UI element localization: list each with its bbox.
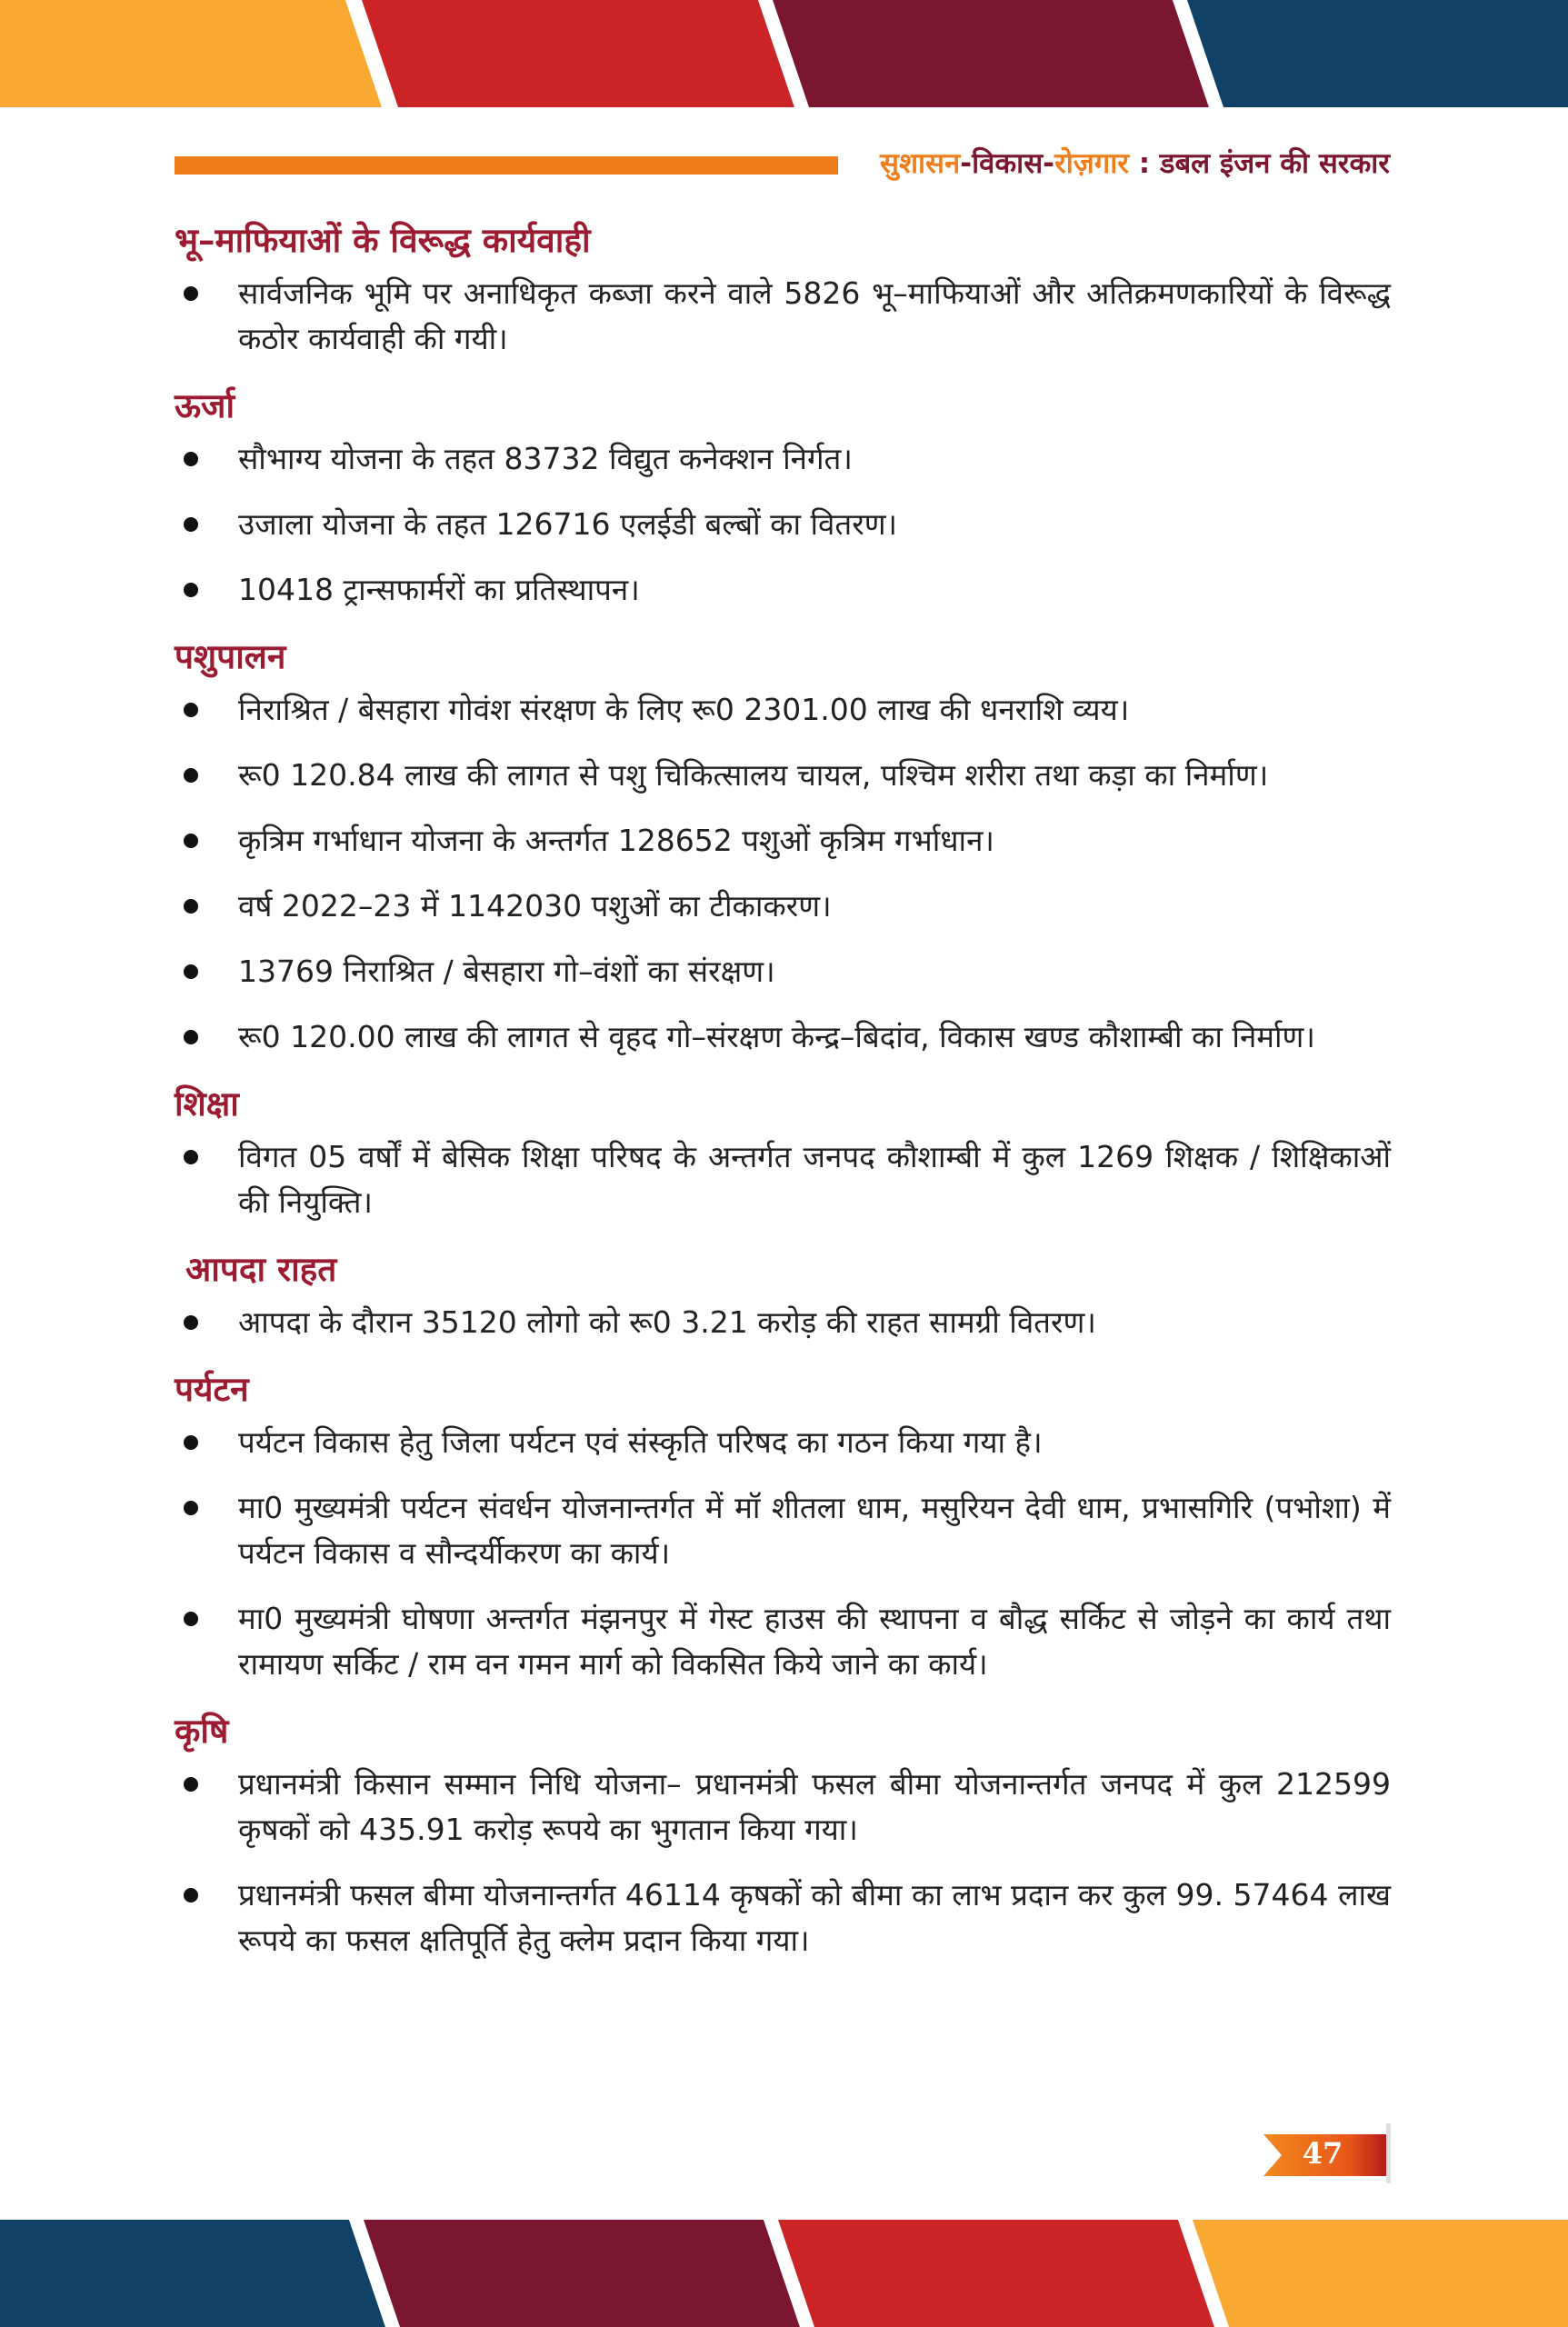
- list-item: 13769 निराश्रित / बेसहारा गो–वंशों का संरक्षण।: [175, 949, 1391, 994]
- section-title: भू–माफियाओं के विरूद्ध कार्यवाही: [175, 220, 591, 260]
- page-number: 47: [1302, 2136, 1343, 2171]
- list-item: सार्वजनिक भूमि पर अनाधिकृत कब्जा करने वाले 5826 भू–माफियाओं और अतिक्रमणकारियों के विरूद्ध कठोर कार्यवाही की गयी।: [175, 271, 1391, 362]
- header-title-part: :: [1128, 147, 1160, 180]
- section-agriculture: [175, 1707, 1391, 1963]
- list-item: आपदा के दौरान 35120 लोगो को रू0 3.21 करोड़ की राहत सामग्री वितरण।: [175, 1300, 1391, 1345]
- bottom-decorative-band: [0, 2220, 1568, 2327]
- section-title: आपदा राहत: [185, 1249, 337, 1289]
- list-item: वर्ष 2022–23 में 1142030 पशुओं का टीकाकरण।: [175, 884, 1391, 929]
- list-item: पर्यटन विकास हेतु जिला पर्यटन एवं संस्कृति परिषद का गठन किया गया है।: [175, 1420, 1391, 1465]
- list-item: कृत्रिम गर्भाधान योजना के अन्तर्गत 128652 पशुओं कृत्रिम गर्भाधान।: [175, 818, 1391, 864]
- list-item: मा0 मुख्यमंत्री घोषणा अन्तर्गत मंझनपुर में गेस्ट हाउस की स्थापना व बौद्ध सर्किट से जोड़ने का कार्य तथा रामायण सर्किट / राम वन गमन मार्ग को विकसित किये जाने का कार्य।: [175, 1596, 1391, 1687]
- page-content: [175, 216, 1391, 1983]
- list-item: विगत 05 वर्षों में बेसिक शिक्षा परिषद के अन्तर्गत जनपद कौशाम्बी में कुल 1269 शिक्षक / शिक्षिकाओं की नियुक्ति।: [175, 1134, 1391, 1225]
- bullet-list: [175, 271, 1391, 362]
- bullet-list: [175, 1300, 1391, 1345]
- bullet-list: [175, 1134, 1391, 1225]
- list-item: रू0 120.84 लाख की लागत से पशु चिकित्सालय चायल, पश्चिम शरीरा तथा कड़ा का निर्माण।: [175, 753, 1391, 798]
- header-accent-bar: [175, 156, 838, 175]
- section-disaster-relief: [175, 1245, 1391, 1345]
- bullet-list: [175, 1420, 1391, 1687]
- bullet-list: [175, 1762, 1391, 1963]
- list-item: उजाला योजना के तहत 126716 एलईडी बल्बों का वितरण।: [175, 502, 1391, 547]
- list-item: मा0 मुख्यमंत्री पर्यटन संवर्धन योजनान्तर्गत में मॉ शीतला धाम, मसुरियन देवी धाम, प्रभासगिरि (पभोशा) में पर्यटन विकास व सौन्दर्यीकरण का कार्य।: [175, 1485, 1391, 1576]
- header-title-part: -: [1043, 147, 1055, 180]
- section-title: पर्यटन: [175, 1369, 249, 1409]
- header-title-part: डबल इंजन की सरकार: [1159, 147, 1390, 180]
- list-item: प्रधानमंत्री फसल बीमा योजनान्तर्गत 46114 कृषकों को बीमा का लाभ प्रदान कर कुल 99. 57464 लाख रूपये का फसल क्षतिपूर्ति हेतु क्लेम प्रदान किया गया।: [175, 1873, 1391, 1963]
- section-title: शिक्षा: [175, 1084, 239, 1124]
- section-title: ऊर्जा: [175, 385, 235, 425]
- section-title: कृषि: [175, 1711, 229, 1751]
- section-education: [175, 1080, 1391, 1225]
- section-title: पशुपालन: [175, 636, 286, 676]
- list-item: रू0 120.00 लाख की लागत से वृहद गो–संरक्षण केन्द्र–बिदांव, विकास खण्ड कौशाम्बी का निर्माण।: [175, 1014, 1391, 1060]
- list-item: प्रधानमंत्री किसान सम्मान निधि योजना– प्रधानमंत्री फसल बीमा योजनान्तर्गत जनपद में कुल 212599 कृषकों को 435.91 करोड़ रूपये का भुगतान किया गया।: [175, 1762, 1391, 1853]
- header-title-part: सुशासन: [879, 147, 961, 180]
- section-energy: [175, 382, 1391, 613]
- page-number-tab: [1263, 2123, 1391, 2183]
- section-animal-husbandry: [175, 633, 1391, 1060]
- header-title-part: विकास: [972, 147, 1044, 180]
- header-title-part: -: [960, 147, 973, 180]
- bullet-list: [175, 436, 1391, 613]
- list-item: निराश्रित / बेसहारा गोवंश संरक्षण के लिए रू0 2301.00 लाख की धनराशि व्यय।: [175, 687, 1391, 733]
- top-decorative-band: [0, 0, 1568, 107]
- list-item: सौभाग्य योजना के तहत 83732 विद्युत कनेक्शन निर्गत।: [175, 436, 1391, 482]
- section-tourism: [175, 1365, 1391, 1687]
- section-land-mafia: [175, 216, 1391, 362]
- header-title: [880, 144, 1390, 182]
- bullet-list: [175, 687, 1391, 1060]
- header-title-part: रोज़गार: [1054, 147, 1129, 180]
- list-item: 10418 ट्रान्सफार्मरों का प्रतिस्थापन।: [175, 567, 1391, 613]
